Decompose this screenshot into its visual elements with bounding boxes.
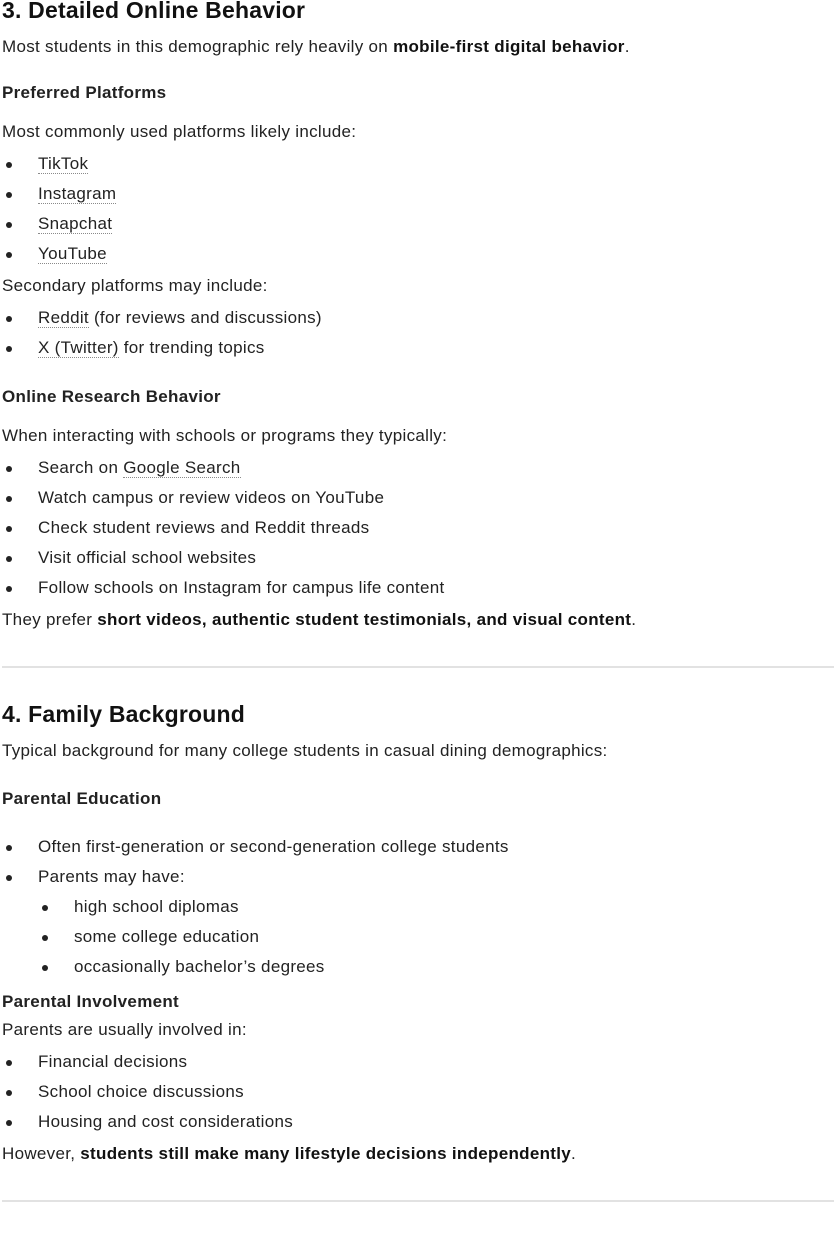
- list-item: occasionally bachelor’s degrees: [2, 952, 834, 982]
- list-item: Reddit (for reviews and discussions): [2, 303, 834, 333]
- link-x-twitter[interactable]: X (Twitter): [38, 338, 119, 357]
- link-google-search[interactable]: Google Search: [123, 458, 241, 477]
- link-instagram[interactable]: Instagram: [38, 184, 117, 203]
- involvement-outro: However, students still make many lifestyle decisions independently.: [2, 1144, 577, 1163]
- link-youtube[interactable]: YouTube: [38, 244, 107, 263]
- list-item: Financial decisions: [2, 1047, 834, 1077]
- subheading-parental-education: Parental Education: [2, 789, 162, 808]
- list-item: Visit official school websites: [2, 543, 834, 573]
- list-item: high school diplomas: [2, 892, 834, 922]
- secondary-platforms-list: [2, 303, 834, 363]
- list-item: Follow schools on Instagram for campus life content: [2, 573, 834, 603]
- platforms-intro: Most commonly used platforms likely include:: [2, 122, 357, 141]
- section-heading-family-background: 4. Family Background: [2, 701, 246, 727]
- list-item: Parents may have:: [2, 862, 834, 892]
- section-divider: [2, 1200, 834, 1202]
- research-list: [2, 453, 834, 603]
- section-divider: [2, 666, 834, 668]
- list-item: Watch campus or review videos on YouTube: [2, 483, 834, 513]
- link-snapchat[interactable]: Snapchat: [38, 214, 113, 233]
- document: [2, 0, 834, 1202]
- secondary-platforms-intro: Secondary platforms may include:: [2, 276, 268, 295]
- section-intro: Typical background for many college students in casual dining demographics:: [2, 741, 608, 760]
- list-item: [2, 179, 834, 209]
- list-item: Often first-generation or second-generation college students: [2, 832, 834, 862]
- parental-education-list: [2, 832, 834, 892]
- list-item: School choice discussions: [2, 1077, 834, 1107]
- subheading-online-research: Online Research Behavior: [2, 387, 221, 406]
- parental-education-sublist: [2, 892, 834, 982]
- list-item: some college education: [2, 922, 834, 952]
- involvement-intro: Parents are usually involved in:: [2, 1020, 247, 1039]
- section-heading-online-behavior: 3. Detailed Online Behavior: [2, 0, 306, 23]
- list-item: Housing and cost considerations: [2, 1107, 834, 1137]
- list-item: [2, 239, 834, 269]
- link-reddit[interactable]: Reddit: [38, 308, 89, 327]
- research-intro: When interacting with schools or programs they typically:: [2, 426, 448, 445]
- list-item: [2, 209, 834, 239]
- subheading-preferred-platforms: Preferred Platforms: [2, 83, 167, 102]
- primary-platforms-list: [2, 149, 834, 269]
- subheading-parental-involvement: Parental Involvement: [2, 992, 180, 1011]
- section-intro: Most students in this demographic rely heavily on mobile-first digital behavior.: [2, 37, 630, 56]
- list-item: Check student reviews and Reddit threads: [2, 513, 834, 543]
- list-item: Search on Google Search: [2, 453, 834, 483]
- link-tiktok[interactable]: TikTok: [38, 154, 89, 173]
- list-item: [2, 149, 834, 179]
- list-item: X (Twitter) for trending topics: [2, 333, 834, 363]
- research-outro: They prefer short videos, authentic student testimonials, and visual content.: [2, 610, 637, 629]
- parental-involvement-list: [2, 1047, 834, 1137]
